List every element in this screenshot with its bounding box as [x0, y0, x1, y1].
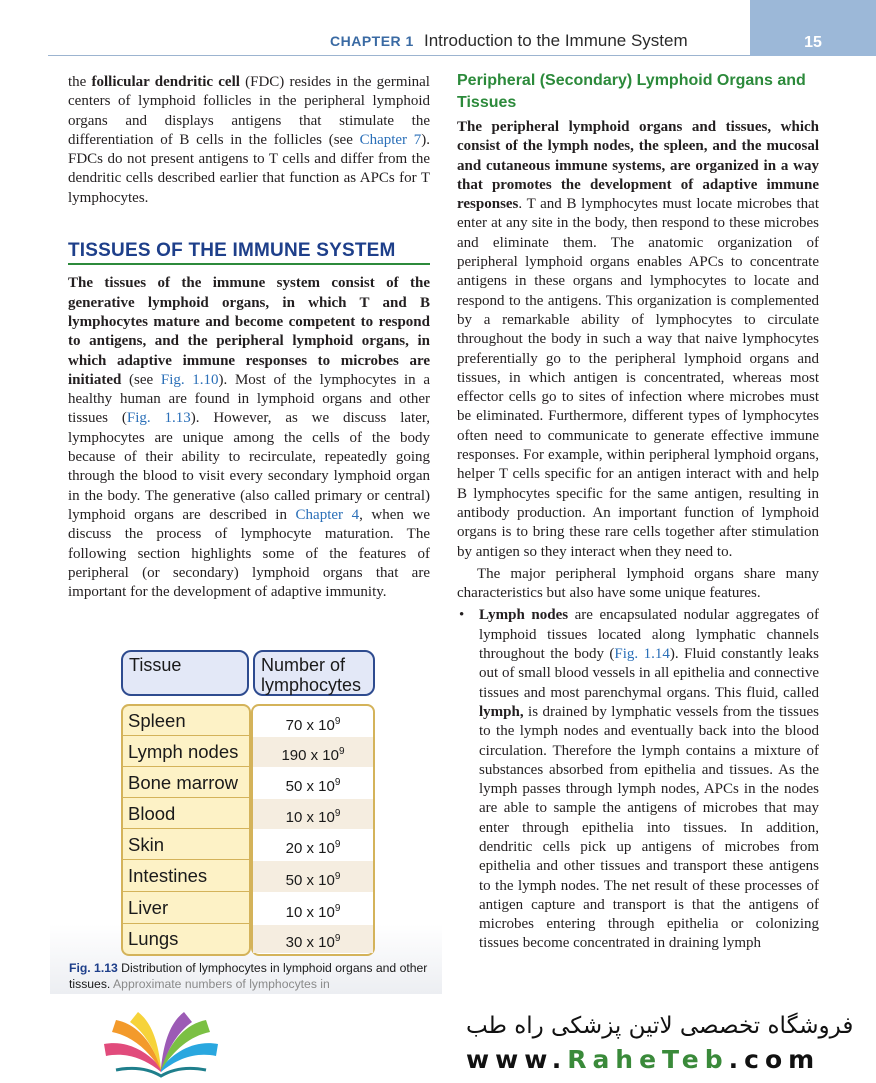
bullet-marker: •: [459, 607, 465, 624]
paragraph-major-organs: The major peripheral lymphoid organs share many characteristics but also have some unique features.: [457, 565, 819, 602]
chapter-4-link[interactable]: Chapter 4: [295, 506, 360, 523]
chapter-title: Introduction to the Immune System: [424, 31, 688, 50]
lymphocyte-count: 190 x $10^9$: [253, 737, 373, 767]
tissue-name: Lungs: [128, 928, 179, 949]
page-number-tab: [750, 0, 876, 56]
paragraph-peripheral: The peripheral lymphoid organs and tissues, which consist of the lymph nodes, the spleen, and the mucosal and cutaneous immune systems, are organized in a way that promotes the development of adaptive immune responses. T and B lymphocytes must locate microbes that enter at any site in the body, then respond to these microbes and eliminate them. The anatomic organization of peripheral lymphoid organs enables APCs to concentrate antigens in these organs and lymphocytes to locate and respond to the antigens. This organization is complemented by a remarkable ability of lymphocytes to circulate throughout the body in such a way that naive lymphocytes preferentially go to the peripheral lymphoid organs and tissues, in which antigen is concentrated, whereas most effector cells go to sites of infection where microbes must be eliminated. Furthermore, different types of lymphocytes often need to communicate to generate effective immune responses. For example, within peripheral lymphoid organs, helper T cells specific for an antigen interact with and help B lymphocytes specific for the same antigen, resulting in antibody production. An important function of lymphoid organs is to bring these rare cells together after stimulation by antigen so they interact when they need to.: [457, 119, 819, 560]
figure-caption: Fig. 1.13 Distribution of lymphocytes in lymphoid organs and other tissues. Approximate numbers of lymphocytes in: [69, 961, 428, 991]
subsection-title: Peripheral (Secondary) Lymphoid Organs and Tissues: [457, 72, 806, 111]
row-divider: [123, 766, 249, 767]
store-url[interactable]: www.RaheTeb.com: [466, 1045, 821, 1074]
store-logo: [96, 1010, 226, 1078]
chapter-label: CHAPTER 1: [330, 33, 414, 49]
tissue-name: Skin: [128, 834, 164, 855]
bullet-lymph-nodes: • Lymph nodes are encapsulated nodular aggregates of lymphoid tissues located along lymphatic channels throughout the body (Fig. 1.14). Fluid constantly leaks out of small blood vessels in all epithelia and connective tissues and most parenchymal organs. This fluid, called lymph, is drained by lymphatic vessels from the tissues to the lymph nodes and eventually back into the blood circulation. Therefore the lymph contains a mixture of substances absorbed from epithelia and tissues. As the lymph passes through lymph nodes, APCs in the nodes are able to sample the antigens of microbes that may enter through epithelia into tissues. In addition, dendritic cells pick up antigens of microbes from epithelia and other tissues and transport these antigens to the lymph nodes. The net result of these processes of antigen capture and transport is that the antigens of microbes entering through epithelia or colonizing tissues become concentrated in draining lymph: [459, 607, 819, 952]
fig-1-10-link[interactable]: Fig. 1.10: [160, 371, 219, 388]
section-title: TISSUES OF THE IMMUNE SYSTEM: [68, 240, 396, 262]
tissue-name: Spleen: [128, 710, 186, 731]
lymphocyte-count: 50 x $10^9$: [253, 861, 373, 892]
tissue-column-header: Tissue: [121, 650, 249, 696]
tissue-name: Lymph nodes: [128, 741, 239, 762]
row-divider: [123, 797, 249, 798]
lymphocyte-count: 20 x $10^9$: [285, 839, 341, 857]
tissue-name: Bone marrow: [128, 772, 239, 793]
book-logo-icon: [96, 1010, 226, 1078]
paragraph-tissues: The tissues of the immune system consist of the generative lymphoid organs, in which T and B lymphocytes mature and become competent to respond to antigens, and the peripheral lymphoid organs, in which adaptive immune responses to microbes are initiated (see Fig. 1.10). Most of the lymphocytes in a healthy human are found in lymphoid organs and other tissues (Fig. 1.13). However, as we discuss later, lymphocytes are unique among the cells of the body because of their ability to recirculate, repeatedly going through the blood to visit every secondary lymphoid organ in the body. The generative (also called primary or central) lymphoid organs are described in Chapter 4, when we discuss the process of lymphocyte maturation. The following section highlights some of the features of peripheral (or secondary) lymphoid organs that are important for the development of adaptive immunity.: [68, 275, 430, 601]
figure-1-13: [50, 646, 442, 994]
lymphocyte-count: 30 x $10^9$: [253, 925, 373, 953]
lymphocyte-count: 70 x $10^9$: [285, 716, 341, 734]
tissue-name: Intestines: [128, 865, 208, 886]
paragraph-fdc: the follicular dendritic cell (FDC) resides in the germinal centers of lymphoid follicles in the peripheral lymphoid organs and displays antigens that stimulate the differentiation of B cells in the follicles (see Chapter 7). FDCs do not present antigens to T cells and differ from the dendritic cells described earlier that function as APCs for T lymphocytes.: [68, 74, 430, 206]
row-divider: [123, 828, 249, 829]
page-number: 15: [804, 34, 822, 51]
row-divider: [123, 923, 249, 924]
fig-1-13-link[interactable]: Fig. 1.13: [126, 410, 191, 427]
fig-1-14-link[interactable]: Fig. 1.14: [614, 646, 670, 663]
row-divider: [123, 859, 249, 860]
tissue-name: Blood: [128, 803, 176, 824]
header-rule: [48, 55, 750, 56]
chapter-7-link[interactable]: Chapter 7: [359, 131, 422, 148]
lymphocyte-count: 10 x $10^9$: [285, 903, 341, 921]
lymphocyte-count: 10 x $10^9$: [253, 799, 373, 829]
count-column-header: Number of lymphocytes: [253, 650, 375, 696]
lymphocyte-count: 50 x $10^9$: [285, 777, 341, 795]
left-column: [68, 73, 430, 602]
tissue-name: Liver: [128, 897, 169, 918]
right-column: [457, 70, 819, 954]
row-divider: [123, 735, 249, 736]
row-divider: [123, 891, 249, 892]
store-name: فروشگاه تخصصی لاتین پزشکی راه طب: [466, 1013, 854, 1039]
